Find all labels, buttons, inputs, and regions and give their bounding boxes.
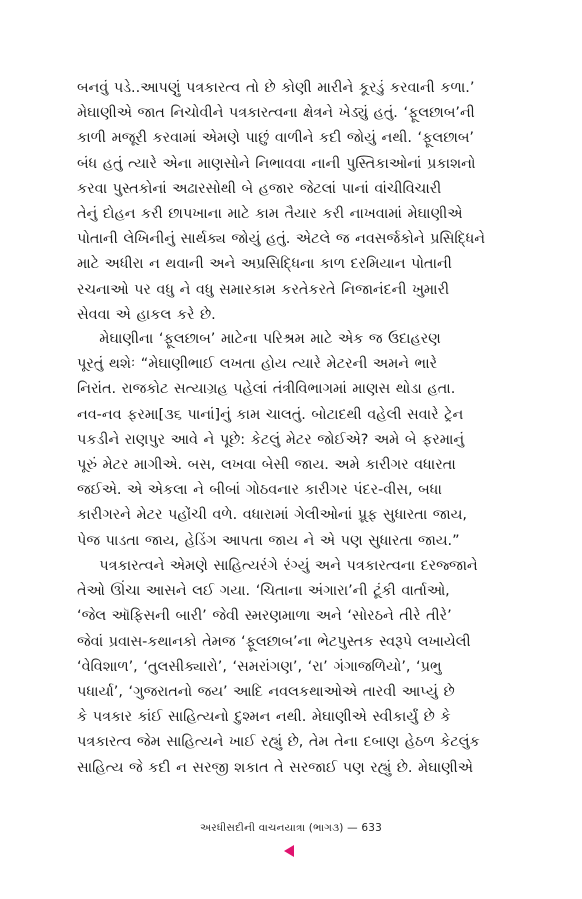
text-line: નિરાંત. રાજકોટ સત્યાગ્રહ પહેલાં તંત્રીવિભાગમાં માણસ થોડા હતા. <box>77 381 456 398</box>
text-line: પેજ પાડતા જાય, હેડિંગ આપતા જાય ને એ પણ સુધારતા જાય.” <box>77 532 460 549</box>
text-line: બનવું પડે..આપણું પત્રકારત્વ તો છે કોણી મારીને કૂરડું કરવાની કળા.’ <box>77 80 475 96</box>
text-line: રચનાઓ પર વધુ ને વધુ સમારકામ કરતેકરતે નિજાનંદની ખુમારી <box>77 281 450 298</box>
text-line: ‘વેવિશાળ’, ‘તુલસીક્યારો’, ‘સમરાંગણ’, ‘રા’ ગંગાજળિયો’, ‘પ્રભુ <box>77 658 442 675</box>
text-line: કાળી મજૂરી કરવામાં એમણે પાછું વાળીને કદી જોયું નથી. ‘ફૂલછાબ’ <box>77 130 475 147</box>
text-line: પત્રકારત્વ જેમ સાહિત્યને ખાઈ રહ્યું છે, તેમ તેના દબાણ હેઠળ કેટલુંક <box>77 734 480 751</box>
text-line: પોતાની લેખિનીનું સાર્થક્ય જોયું હતું. એટલે જ નવસર્જકોને પ્રસિદ્ધિને <box>77 231 486 248</box>
text-line: જઈએ. એ એકલા ને બીબાં ગોઠવનાર કારીગર પંદર-વીસ, બધા <box>77 482 442 499</box>
page-footer: અરધીસદીની વાચનયાત્રા (ભાગ૩) — 633 <box>199 822 383 834</box>
text-line: જેવાં પ્રવાસ-કથાનકો તેમજ ‘ફૂલછાબ’ના ભેટપુસ્તક સ્વરૂપે લખાયેલી <box>77 633 471 650</box>
text-line: સાહિત્ય જે કદી ન સરજી શકાત તે સરજાઈ પણ રહ્યું છે. મેઘાણીએ <box>77 759 473 776</box>
text-line: તેનું દોહન કરી છાપખાના માટે કામ તૈયાર કરી નાખવામાં મેઘાણીએ <box>77 205 463 222</box>
paragraph-3 <box>77 554 507 781</box>
text-line: પૂરતું થશેઃ “મેઘાણીભાઈ લખતા હોય ત્યારે મેટરની અમને ભારે <box>77 356 438 373</box>
triangle-left-icon[interactable] <box>284 845 294 857</box>
text-line: બંધ હતું ત્યારે એના માણસોને નિભાવવા નાની પુસ્તિકાઓનાં પ્રકાશનો <box>77 155 476 172</box>
text-line: પત્રકારત્વને એમણે સાહિત્યરંગે રંગ્યું અને પત્રકારત્વના દરજ્જાને <box>77 558 478 574</box>
text-line: મેઘાણીએ જાત નિચોવીને પત્રકારત્વના ક્ષેત્રને ખેડ્યું હતું. ‘ફૂલછાબ’ની <box>77 105 475 122</box>
paragraph-2 <box>77 327 507 554</box>
text-line: સેવવા એ હાકલ કરે છે. <box>77 306 216 323</box>
text-line: ‘જેલ ઑફિસની બારી’ જેવી સ્મરણમાળા અને ‘સોરઠને તીરે તીરે’ <box>77 608 452 625</box>
text-line: કે પત્રકાર કાંઈ સાહિત્યનો દુશ્મન નથી. મેઘાણીએ સ્વીકાર્યું છે કે <box>77 709 451 726</box>
text-line: પધાર્યા’, ‘ગુજરાતનો જય’ આદિ નવલકથાઓએ તારવી આપ્યું છે <box>77 683 455 700</box>
text-line: પકડીને રાણપુર આવે ને પૂછે: કેટલું મેટર જોઈએ? અમે બે ફરમાનું <box>77 431 465 448</box>
text-line: કારીગરને મેટર પહોંચી વળે. વધારામાં ગેલીઓનાં પ્રૂફ સુધારતા જાય, <box>77 507 467 524</box>
text-line: પૂરું મેટર માગીએ. બસ, લખવા બેસી જાય. અમે કારીગર વધારતા <box>77 456 456 473</box>
text-line: તેઓ ઊંચા આસને લઈ ગયા. ‘ચિતાના અંગારા’ની ટૂંકી વાર્તાઓ, <box>77 583 450 600</box>
text-line: માટે અધીરા ન થવાની અને અપ્રસિદ્ધિના કાળ દરમિયાન પોતાની <box>77 256 452 273</box>
text-line: કરવા પુસ્તકોનાં અઢારસોથી બે હજાર જેટલાં પાનાં વાંચીવિચારી <box>77 180 442 197</box>
text-line: મેઘાણીના ‘ફૂલછાબ’ માટેના પરિશ્રમ માટે એક જ ઉદાહરણ <box>77 331 441 347</box>
paragraph-1 <box>77 76 507 328</box>
text-line: નવ-નવ ફરમા[૩૬ પાનાં]નું કામ ચાલતું. બોટાદથી વહેલી સવારે ટ્રેન <box>77 406 464 423</box>
